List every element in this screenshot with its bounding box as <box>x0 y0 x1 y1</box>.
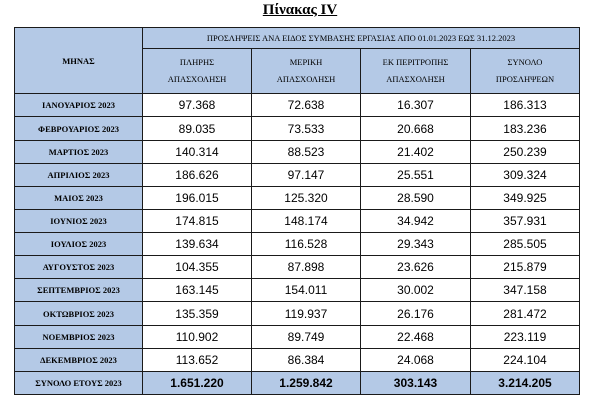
column-header-line: ΣΥΝΟΛΟ <box>507 57 543 68</box>
value-cell-full: 135.359 <box>143 302 252 325</box>
total-row <box>15 371 580 394</box>
value-cell-total: 357.931 <box>471 209 580 232</box>
column-header-total <box>471 49 580 94</box>
month-cell: ΜΑΙΟΣ 2023 <box>15 186 143 209</box>
table-row <box>15 233 580 256</box>
value-cell-full: 104.355 <box>143 256 252 279</box>
value-cell-part: 89.749 <box>252 325 361 348</box>
table-row <box>15 94 580 117</box>
column-header-line: ΑΠΑΣΧΟΛΗΣΗ <box>276 74 336 85</box>
value-cell-rotation: 29.343 <box>361 233 471 256</box>
value-cell-rotation: 22.468 <box>361 325 471 348</box>
column-header-line: ΑΠΑΣΧΟΛΗΣΗ <box>167 74 227 85</box>
column-header-line: ΕΚ ΠΕΡΙΤΡΟΠΗΣ <box>382 57 449 68</box>
value-cell-rotation: 26.176 <box>361 302 471 325</box>
table-row <box>15 140 580 163</box>
header-row-group <box>15 28 580 49</box>
value-cell-part: 97.147 <box>252 163 361 186</box>
value-cell-part: 119.937 <box>252 302 361 325</box>
group-header: ΠΡΟΣΛΗΨΕΙΣ ΑΝΑ ΕΙΔΟΣ ΣΥΜΒΑΣΗΣ ΕΡΓΑΣΙΑΣ ΑΠΟ 01.01.2023 ΕΩΣ 31.12.2023 <box>143 28 580 49</box>
month-cell: ΑΥΓΟΥΣΤΟΣ 2023 <box>15 256 143 279</box>
value-cell-part: 87.898 <box>252 256 361 279</box>
month-cell: ΦΕΒΡΟΥΑΡΙΟΣ 2023 <box>15 117 143 140</box>
value-cell-rotation: 25.551 <box>361 163 471 186</box>
value-cell-full: 163.145 <box>143 279 252 302</box>
table-row <box>15 163 580 186</box>
column-header-full <box>143 49 252 94</box>
value-cell-total: 281.472 <box>471 302 580 325</box>
hires-table <box>14 27 580 395</box>
month-column-header: ΜΗΝΑΣ <box>15 28 143 94</box>
value-cell-total: 285.505 <box>471 233 580 256</box>
column-header-line: ΠΛΗΡΗΣ <box>179 57 215 68</box>
month-cell: ΜΑΡΤΙΟΣ 2023 <box>15 140 143 163</box>
value-cell-full: 110.902 <box>143 325 252 348</box>
value-cell-rotation: 23.626 <box>361 256 471 279</box>
table-row <box>15 256 580 279</box>
value-cell-total: 183.236 <box>471 117 580 140</box>
value-cell-part: 148.174 <box>252 209 361 232</box>
value-cell-total: 347.158 <box>471 279 580 302</box>
column-header-line: ΜΕΡΙΚΗ <box>289 57 323 68</box>
value-cell-part: 88.523 <box>252 140 361 163</box>
month-cell: ΟΚΤΩΒΡΙΟΣ 2023 <box>15 302 143 325</box>
value-cell-full: 97.368 <box>143 94 252 117</box>
month-cell: ΑΠΡΙΛΙΟΣ 2023 <box>15 163 143 186</box>
value-cell-full: 196.015 <box>143 186 252 209</box>
value-cell-total: 223.119 <box>471 325 580 348</box>
value-cell-rotation: 30.002 <box>361 279 471 302</box>
column-header-line: ΑΠΑΣΧΟΛΗΣΗ <box>386 74 445 85</box>
column-header-rotation <box>361 49 471 94</box>
column-header-line: ΠΡΟΣΛΗΨΕΩΝ <box>495 74 555 85</box>
table-row <box>15 186 580 209</box>
month-cell: ΙΟΥΛΙΟΣ 2023 <box>15 233 143 256</box>
value-cell-total: 215.879 <box>471 256 580 279</box>
value-cell-rotation: 20.668 <box>361 117 471 140</box>
month-cell: ΣΕΠΤΕΜΒΡΙΟΣ 2023 <box>15 279 143 302</box>
value-cell-full: 113.652 <box>143 348 252 371</box>
month-cell: ΙΟΥΝΙΟΣ 2023 <box>15 209 143 232</box>
total-label: ΣΥΝΟΛΟ ΕΤΟΥΣ 2023 <box>15 371 143 394</box>
value-cell-part: 73.533 <box>252 117 361 140</box>
table-row <box>15 325 580 348</box>
value-cell-total: 349.925 <box>471 186 580 209</box>
value-cell-part: 154.011 <box>252 279 361 302</box>
value-cell-rotation: 24.068 <box>361 348 471 371</box>
value-cell-rotation: 16.307 <box>361 94 471 117</box>
value-cell-full: 174.815 <box>143 209 252 232</box>
value-cell-rotation: 28.590 <box>361 186 471 209</box>
value-cell-rotation: 34.942 <box>361 209 471 232</box>
total-cell-total: 3.214.205 <box>471 371 580 394</box>
table-row <box>15 209 580 232</box>
total-cell-full: 1.651.220 <box>143 371 252 394</box>
month-cell: ΔΕΚΕΜΒΡΙΟΣ 2023 <box>15 348 143 371</box>
value-cell-part: 116.528 <box>252 233 361 256</box>
table-title: Πίνακας IV <box>262 2 338 18</box>
total-cell-rotation: 303.143 <box>361 371 471 394</box>
value-cell-total: 309.324 <box>471 163 580 186</box>
value-cell-full: 186.626 <box>143 163 252 186</box>
month-cell: ΙΑΝΟΥΑΡΙΟΣ 2023 <box>15 94 143 117</box>
value-cell-part: 72.638 <box>252 94 361 117</box>
value-cell-full: 89.035 <box>143 117 252 140</box>
value-cell-full: 139.634 <box>143 233 252 256</box>
month-cell: ΝΟΕΜΒΡΙΟΣ 2023 <box>15 325 143 348</box>
value-cell-total: 186.313 <box>471 94 580 117</box>
value-cell-rotation: 21.402 <box>361 140 471 163</box>
table-row <box>15 302 580 325</box>
value-cell-part: 86.384 <box>252 348 361 371</box>
total-cell-part: 1.259.842 <box>252 371 361 394</box>
table-row <box>15 279 580 302</box>
value-cell-total: 224.104 <box>471 348 580 371</box>
table-row <box>15 117 580 140</box>
table-row <box>15 348 580 371</box>
value-cell-full: 140.314 <box>143 140 252 163</box>
value-cell-part: 125.320 <box>252 186 361 209</box>
value-cell-total: 250.239 <box>471 140 580 163</box>
column-header-part <box>252 49 361 94</box>
